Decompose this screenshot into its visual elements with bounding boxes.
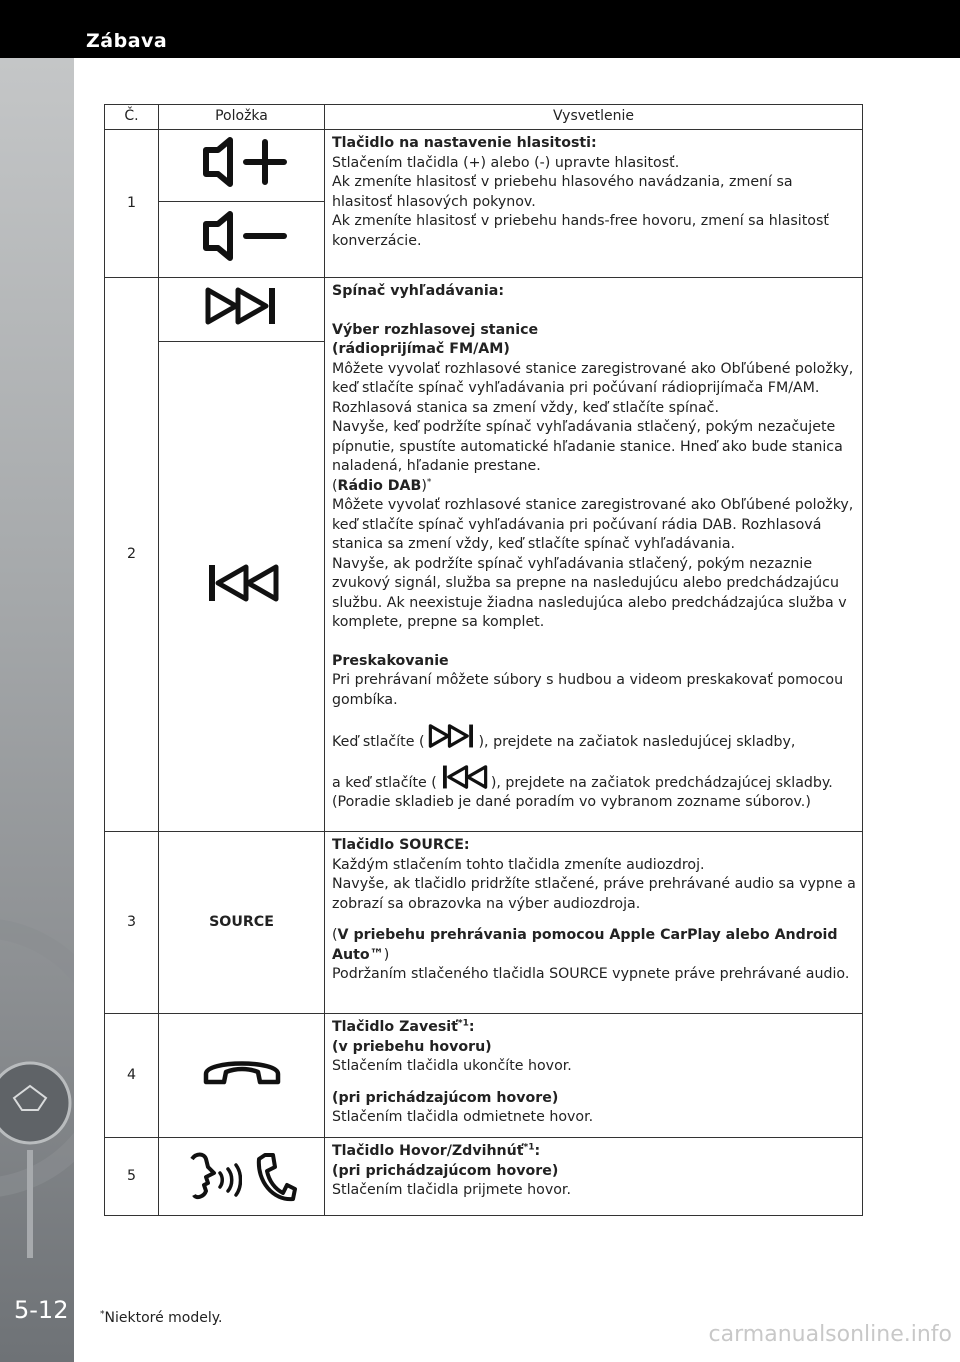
item-cell [159, 1014, 325, 1138]
footnote-ref: *1 [457, 1018, 469, 1029]
expl-text: Ak zmeníte hlasitosť v priebehu hlasového navádzania, zmení sa hlasitosť hlasových pokynov. [332, 174, 793, 210]
asterisk: * [426, 476, 432, 487]
footnote-text: Niektoré modely. [104, 1310, 223, 1326]
expl-text: a keď stlačíte ( [332, 774, 437, 791]
explanation-cell: Spínač vyhľadávania: Výber rozhlasovej stanice (rádioprijímač FM/AM) Môžete vyvolať rozhlasové stanice zaregistrované ako Obľúbené položky, keď stlačíte spínač vyhľadávania pri počúvaní rádioprijímača FM/AM. Rozhlasová stanica sa zmení vždy, keď stlačíte spínač. Navyše, keď podržíte spínač vyhľadávania stlačený, pokým nezačujete pípnutie, spustíte automatické hľadanie stanice. Hneď ako bude stanica naladená, hľadanie prestane. (Rádio DAB)* Môžete vyvolať rozhlasové stanice zaregistrované ako Obľúbené položky, keď stlačíte spínač vyhľadávania pri počúvaní rádia DAB. Rozhlasová stanica sa zmení vždy, keď stlačíte spínač vyhľadávania. Navyše, ak podržíte spínač vyhľadávania stlačený, pokým nezaznie zvukový signál, služba sa prepne na nasledujúcu alebo predchádzajúcu službu. Ak neexistuje žiadna nasledujúca alebo predchádzajúca služba v komplete, prepne sa komplet. Preskakovanie Pri prehrávaní môžete súbory s hudbou a videom preskakovať pomocou gombíka. Keď stlačíte ( ), prejdete na začiatok nasledujúcej skladby, a keď stlačíte ( ), prejdete na začiatok predchádzajúcej skladby. (Poradie skladieb je dané poradím vo vybranom zozname súborov.) [325, 278, 863, 832]
expl-title: Tlačidlo na nastavenie hlasitosti: [332, 135, 597, 151]
section-title: Zábava [86, 30, 168, 52]
explanation-cell: Tlačidlo Hovor/Zdvihnúť$^{*1}$: (pri prichádzajúcom hovore) Stlačením tlačidla prijmete hovor. [325, 1138, 863, 1216]
explanation-cell: Tlačidlo Zavesiť$^{*1}$: (v priebehu hovoru) Stlačením tlačidla ukončíte hovor. (pri prichádzajúcom hovore) Stlačením tlačidla odmietnete hovor. [325, 1014, 863, 1138]
volume-down-icon [194, 210, 290, 262]
item-cell [159, 130, 325, 202]
expl-subtitle: Rádio DAB [337, 477, 422, 494]
expl-text: Stlačením tlačidla ukončíte hovor. [332, 1058, 572, 1074]
header-num: Č. [105, 105, 159, 130]
footnote-star: * [100, 1309, 105, 1320]
expl-subtitle: (pri prichádzajúcom hovore) [332, 1089, 559, 1106]
expl-subtitle: V priebehu prehrávania pomocou Apple CarPlay alebo Android Auto™ [332, 927, 838, 963]
item-cell [159, 1138, 325, 1216]
explanation-cell: Tlačidlo SOURCE: Každým stlačením tohto tlačidla zmeníte audiozdroj. Navyše, ak tlačidlo pridržíte stlačené, práve prehrávané audio sa vypne a zobrazí sa obrazovka na výber audiozdroja. (V priebehu prehrávania pomocou Apple CarPlay alebo Android Auto™) Podržaním stlačeného tlačidla SOURCE vypnete práve prehrávané audio. [325, 832, 863, 1014]
expl-text: Pri prehrávaní môžete súbory s hudbou a videom preskakovať pomocou gombíka. [332, 672, 844, 708]
steering-wheel-decoration-icon [0, 58, 74, 1362]
expl-text: Každým stlačením tohto tlačidla zmeníte audiozdroj. [332, 856, 705, 873]
expl-text: Môžete vyvolať rozhlasové stanice zaregistrované ako Obľúbené položky, keď stlačíte spínač vyhľadávania pri počúvaní rádia DAB. Rozhlasová stanica sa zmení vždy, keď stlačíte spínač vyhľadávania. [332, 497, 854, 552]
expl-title: Tlačidlo Hovor/Zdvihnúť [332, 1143, 524, 1159]
row-number: 5 [105, 1138, 159, 1216]
expl-text: Stlačením tlačidla (+) alebo (-) upravte hlasitosť. [332, 154, 680, 171]
expl-text: Stlačením tlačidla prijmete hovor. [332, 1182, 571, 1198]
seek-back-inline-icon [437, 763, 491, 791]
row-number: 3 [105, 832, 159, 1014]
table-row [105, 832, 863, 1014]
explanation-cell [325, 130, 863, 278]
item-cell [159, 342, 325, 832]
expl-text: Ak zmeníte hlasitosť v priebehu hands-free hovoru, zmení sa hlasitosť konverzácie. [332, 213, 829, 249]
controls-table [104, 104, 863, 1216]
table-row [105, 1138, 863, 1216]
item-cell [159, 278, 325, 342]
expl-subtitle: Výber rozhlasovej stanice [332, 321, 539, 338]
table-row [105, 130, 863, 202]
footnote-ref: *1 [523, 1142, 535, 1153]
expl-text: Navyše, keď podržíte spínač vyhľadávania stlačený, pokým nezačujete pípnutie, spustíte automatické hľadanie stanice. Hneď ako bude stanica naladená, hľadanie prestane. [332, 419, 843, 474]
pick-up-phone-icon [253, 1151, 297, 1203]
page-number: 5-12 [14, 1296, 69, 1324]
seek-back-icon [202, 561, 282, 605]
expl-subtitle: (v priebehu hovoru) [332, 1038, 492, 1055]
hang-up-phone-icon [200, 1052, 284, 1092]
header-expl: Vysvetlenie [325, 105, 863, 130]
header-item: Položka [159, 105, 325, 130]
expl-title: Spínač vyhľadávania: [332, 283, 504, 299]
voice-talk-icon [186, 1151, 242, 1203]
expl-text: Môžete vyvolať rozhlasové stanice zaregistrované ako Obľúbené položky, keď stlačíte spínač vyhľadávania pri počúvaní rádioprijímača FM/AM. Rozhlasová stanica sa zmení vždy, keď stlačíte spínač. [332, 360, 854, 416]
side-strip [0, 58, 74, 1362]
expl-title: Tlačidlo Zavesiť [332, 1019, 458, 1035]
expl-subtitle: (pri prichádzajúcom hovore) [332, 1162, 559, 1179]
table-header-row [105, 105, 863, 130]
row-number: 1 [105, 130, 159, 278]
expl-subtitle: Preskakovanie [332, 652, 449, 669]
expl-text: (Poradie skladieb je dané poradím vo vybranom zozname súborov.) [332, 794, 811, 810]
seek-forward-icon [202, 284, 282, 328]
table-row [105, 278, 863, 342]
watermark: carmanualsonline.info [708, 1322, 952, 1347]
item-cell-source: SOURCE [159, 832, 325, 1014]
expl-subtitle: (rádioprijímač FM/AM) [332, 341, 510, 357]
volume-up-icon [194, 136, 290, 188]
expl-text: ), prejdete na začiatok nasledujúcej skladby, [478, 734, 796, 750]
expl-text: ), prejdete na začiatok predchádzajúcej skladby. [490, 774, 833, 791]
table-row [105, 1014, 863, 1138]
expl-text: Keď stlačíte ( [332, 734, 425, 750]
row-number: 4 [105, 1014, 159, 1138]
footnote [100, 1310, 222, 1326]
expl-title: Tlačidlo SOURCE: [332, 837, 470, 853]
expl-text: Navyše, ak tlačidlo pridržíte stlačené, práve prehrávané audio sa vypne a zobrazí sa obrazovka na výber audiozdroja. [332, 876, 856, 912]
item-cell [159, 202, 325, 278]
seek-forward-inline-icon [425, 722, 479, 750]
expl-text: Navyše, ak podržíte spínač vyhľadávania stlačený, pokým nezaznie zvukový signál, služba sa prepne na nasledujúcu alebo predchádzajúcu službu. Ak neexistuje žiadna nasledujúca alebo predchádzajúca služba v komplete, prepne sa komplet. [332, 555, 847, 630]
row-number: 2 [105, 278, 159, 832]
expl-text: Podržaním stlačeného tlačidla SOURCE vypnete práve prehrávané audio. [332, 966, 850, 982]
header-bar [0, 0, 960, 58]
expl-text: Stlačením tlačidla odmietnete hovor. [332, 1109, 594, 1125]
